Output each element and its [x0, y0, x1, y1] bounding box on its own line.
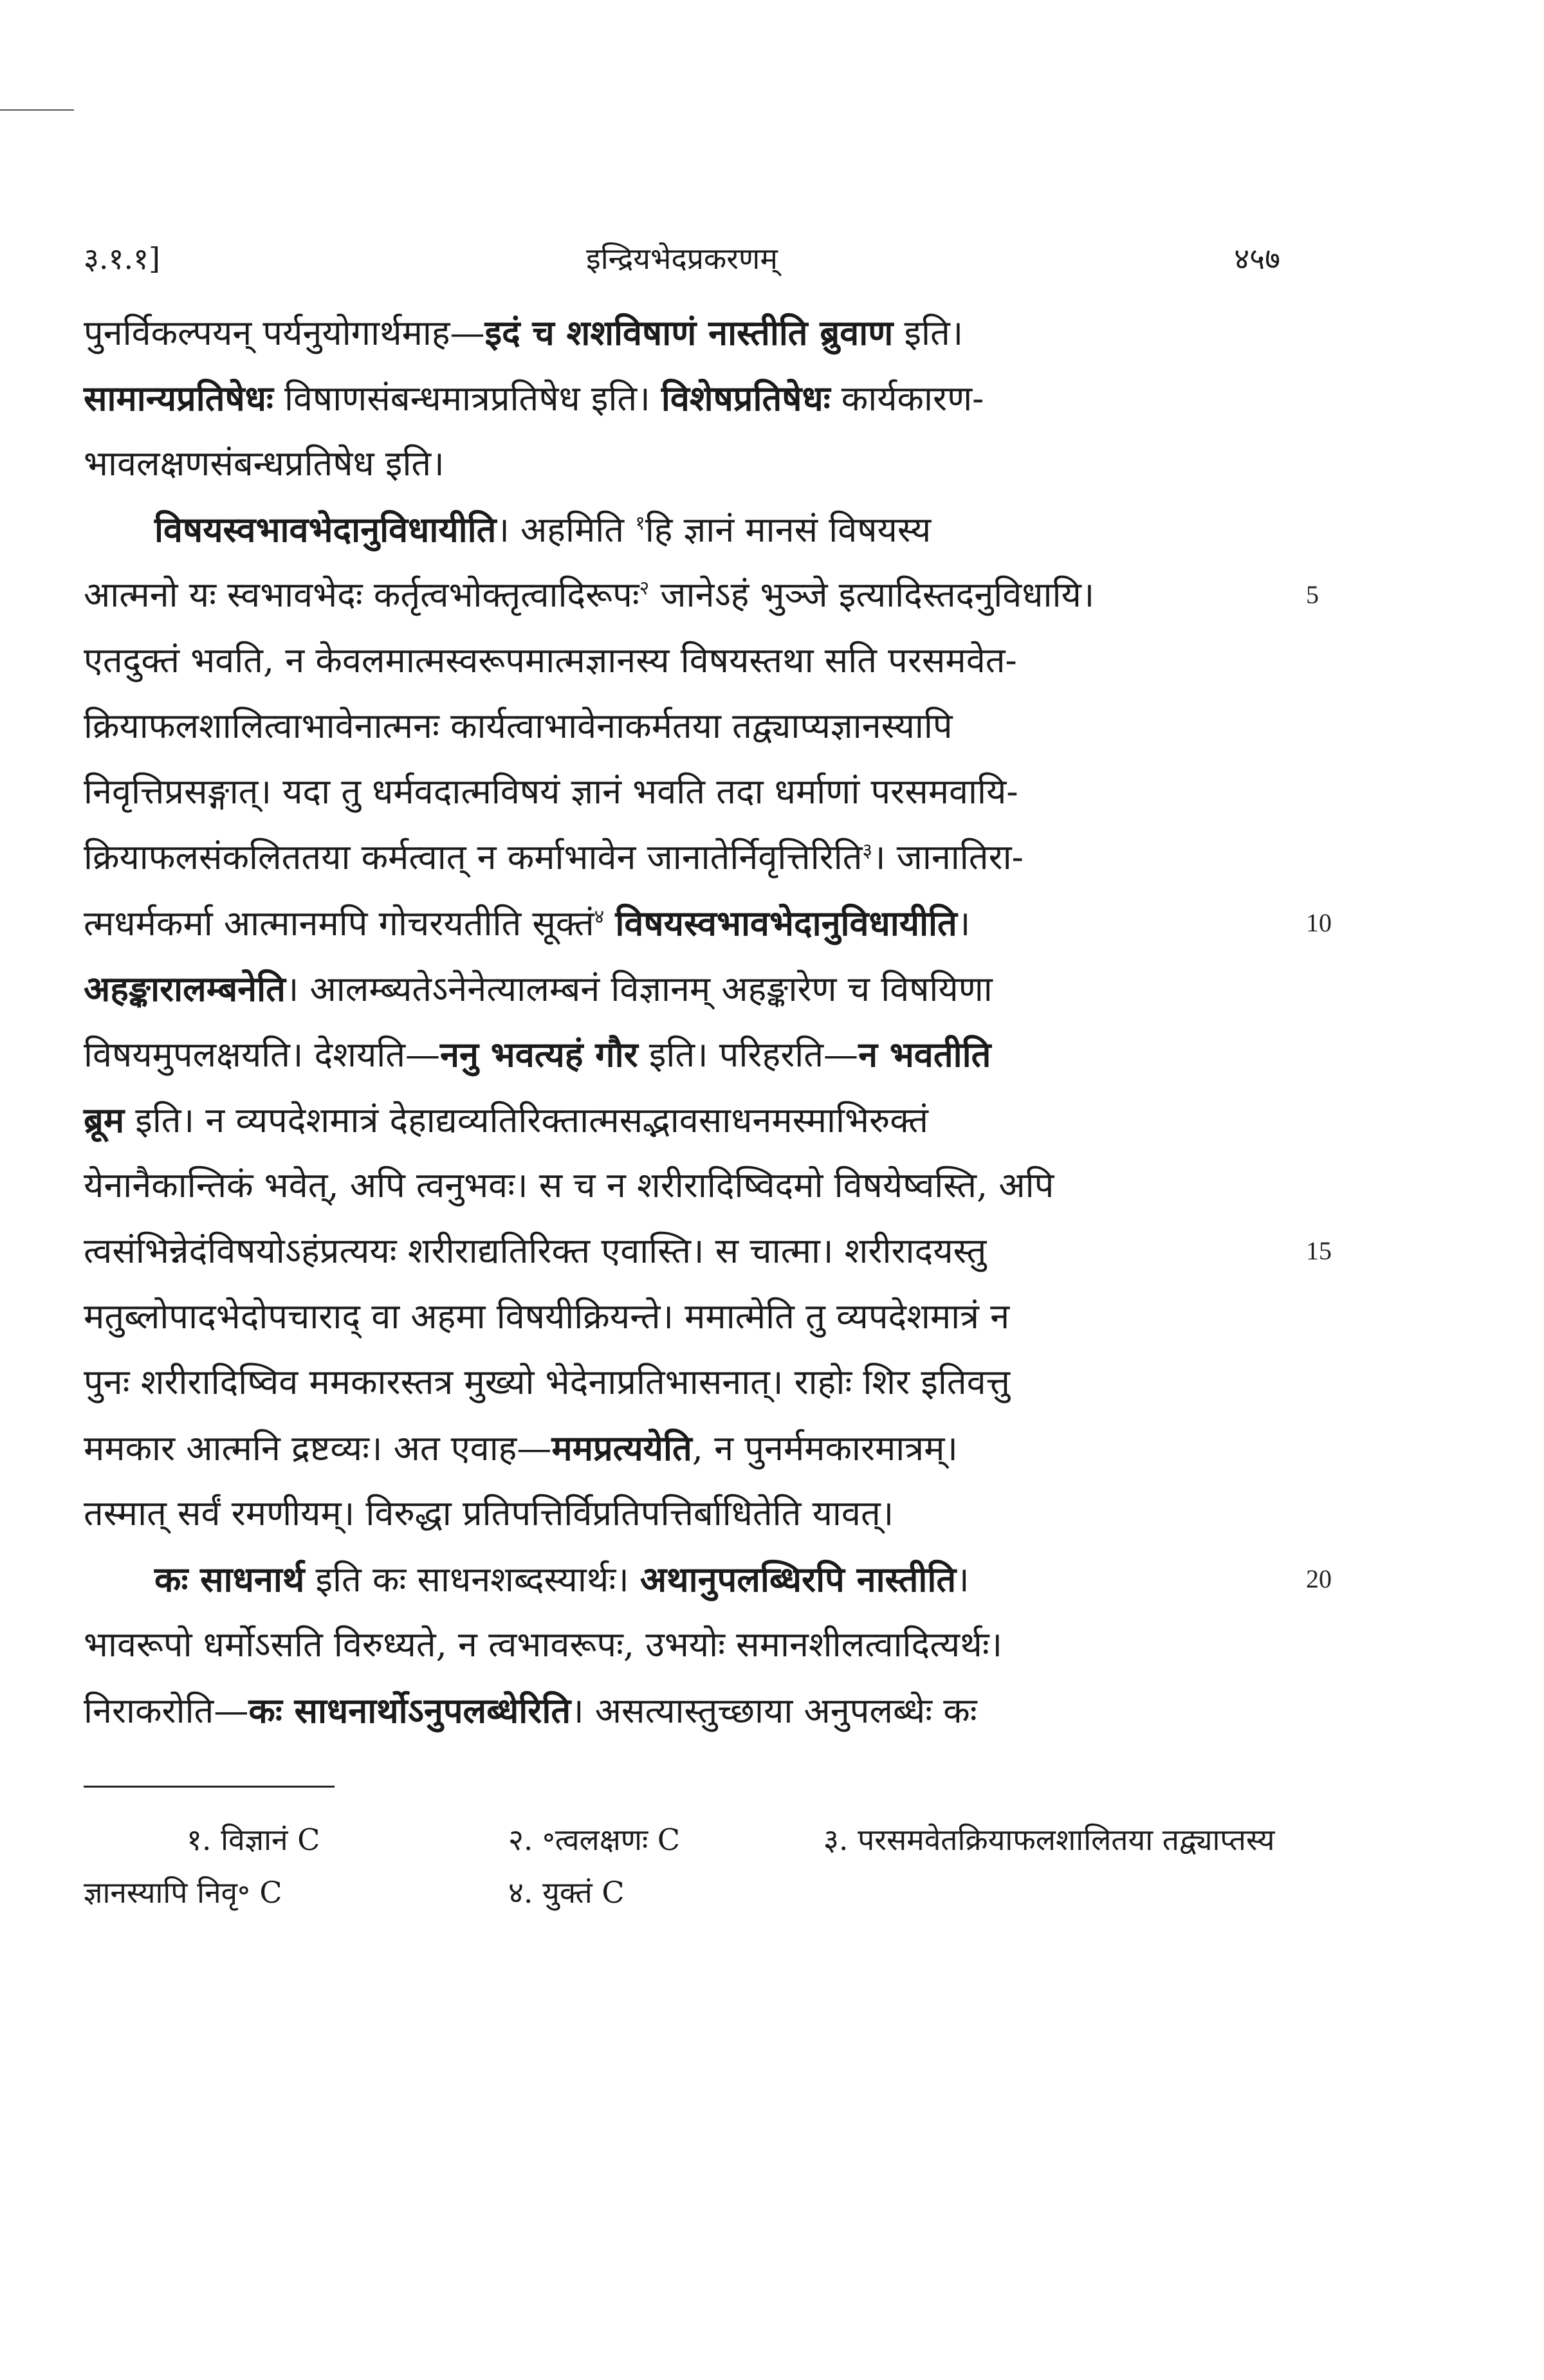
footnote-marker: १	[635, 512, 645, 535]
text-segment: । असत्यास्तुच्छाया अनुपलब्धेः कः	[571, 1690, 977, 1731]
text-segment: एतदुक्तं भवति, न केवलमात्मस्वरूपमात्मज्ञानस्य विषयस्तथा सति परसमवेत-	[84, 640, 1017, 681]
lemma-bold: न भवतीति	[858, 1034, 991, 1075]
text-segment: क्रियाफलशालित्वाभावेनात्मनः कार्यत्वाभावेनाकर्मतया तद्व्याप्यज्ञानस्यापि	[84, 706, 953, 746]
text-line	[84, 1284, 1280, 1350]
text-segment: कार्यकारण-	[830, 378, 984, 419]
lemma-bold: विषयस्वभावभेदानुविधायीति	[154, 509, 497, 550]
text-line	[84, 1087, 1280, 1153]
text-segment: निवृत्तिप्रसङ्गात्। यदा तु धर्मवदात्मविषयं ज्ञानं भवति तदा धर्माणां परसमवायि-	[84, 771, 1018, 812]
text-segment: इति कः साधनशब्दस्यार्थः।	[304, 1559, 640, 1600]
text-segment: आत्मनो यः स्वभावभेदः कर्तृत्वभोक्तृत्वादिरूपः	[84, 574, 639, 615]
page-body	[84, 238, 1332, 1919]
text-segment: । अहमिति	[496, 509, 636, 550]
footnote-marker: ३	[862, 839, 873, 862]
page-edge-rule	[0, 109, 74, 111]
line-number: 10	[1306, 908, 1332, 937]
text-segment: तस्मात् सर्वं रमणीयम्। विरुद्धा प्रतिपत्तिर्विप्रतिपत्तिर्बाधितेति यावत्।	[84, 1493, 894, 1533]
lemma-bold: कः साधनार्थोऽनुपलब्धेरिति	[248, 1690, 571, 1731]
text-segment: ।	[956, 1559, 970, 1600]
text-segment: हि ज्ञानं मानसं विषयस्य	[645, 509, 932, 550]
text-line	[84, 693, 1280, 759]
text-segment: भावलक्षणसंबन्धप्रतिषेध इति।	[84, 443, 445, 484]
text-line	[84, 1546, 1332, 1612]
footnote-3: ३. परसमवेतक्रियाफलशालितया तद्व्याप्तस्य	[823, 1822, 1275, 1857]
footnotes	[84, 1813, 1280, 1919]
text-line	[84, 1350, 1280, 1415]
text-segment: । आलम्ब्यतेऽनेनेत्यालम्बनं विज्ञानम् अहङ्कारेण च विषयिणा	[285, 969, 993, 1009]
text-line	[84, 1021, 1280, 1087]
text-line	[84, 1415, 1280, 1481]
line-number: 15	[1306, 1236, 1332, 1265]
text-segment: येनानैकान्तिकं भवेत्, अपि त्वनुभवः। स च न शरीरादिष्विदमो विषयेष्वस्ति, अपि	[84, 1165, 1054, 1205]
footnote-4: ४. युक्तं C	[508, 1875, 625, 1910]
text-segment: त्मधर्मकर्मा आत्मानमपि गोचरयतीति सूक्तं	[84, 903, 594, 944]
text-segment: मतुब्लोपादभेदोपचाराद् वा अहमा विषयीक्रियन्ते। ममात्मेति तु व्यपदेशमात्रं न	[84, 1296, 1010, 1337]
lemma-bold: सामान्यप्रतिषेधः	[84, 378, 273, 419]
text-segment: त्वसंभिन्नेदंविषयोऽहंप्रत्ययः शरीराद्यतिरिक्त एवास्ति। स चात्मा। शरीरादयस्तु	[84, 1231, 987, 1271]
text-line	[84, 825, 1280, 890]
lemma-bold: ब्रूम	[84, 1099, 125, 1140]
text-line	[84, 956, 1280, 1021]
footnote-1: १. विज्ञानं C	[187, 1822, 320, 1857]
text-line	[84, 890, 1332, 956]
text-segment: भावरूपो धर्मोऽसति विरुध्यते, न त्वभावरूपः, उभयोः समानशीलत्वादित्यर्थः।	[84, 1624, 1003, 1665]
footnote-2: २. ॰त्वलक्षणः C	[508, 1822, 681, 1857]
running-head	[84, 238, 1280, 278]
lemma-bold: ननु भवत्यहं गौर	[440, 1034, 638, 1075]
text-segment: इति। न व्यपदेशमात्रं देहाद्यव्यतिरिक्तात्मसद्भावसाधनमस्माभिरुक्तं	[124, 1100, 928, 1140]
text-segment	[604, 903, 615, 944]
text-line	[84, 497, 1280, 562]
text-segment: , न पुनर्ममकारमात्रम्।	[692, 1428, 958, 1469]
footnote-marker: २	[639, 577, 650, 600]
footnote-rule	[84, 1786, 335, 1788]
line-number: 5	[1306, 580, 1319, 609]
text-segment: पुनः शरीरादिष्विव ममकारस्तत्र मुख्यो भेदेनाप्रतिभासनात्। राहोः शिर इतिवत्तु	[84, 1362, 1010, 1402]
text-line	[84, 759, 1280, 825]
text-segment: ।	[957, 903, 971, 944]
footnote-row	[84, 1866, 1280, 1919]
text-line	[84, 1218, 1332, 1284]
text-line	[84, 300, 1280, 365]
lemma-bold: विषयस्वभावभेदानुविधायीति	[615, 902, 957, 944]
text-segment: विषाणसंबन्धमात्रप्रतिषेध इति।	[273, 378, 661, 419]
text-segment: क्रियाफलसंकलिततया कर्मत्वात् न कर्माभावेन जानातेर्निवृत्तिरिति	[84, 837, 863, 877]
lemma-bold: अहङ्कारालम्बनेति	[84, 968, 286, 1009]
footnote-row	[84, 1813, 1280, 1866]
text-line	[84, 562, 1319, 628]
commentary-text	[84, 300, 1332, 1743]
text-line	[84, 365, 1280, 431]
lemma-bold: विशेषप्रतिषेधः	[661, 378, 831, 419]
footnote-marker: ४	[594, 906, 605, 928]
lemma-bold: कः साधनार्थ	[154, 1559, 305, 1600]
text-segment: । जानातिरा-	[872, 837, 1024, 877]
text-segment: इति। परिहरति—	[638, 1034, 859, 1075]
lemma-bold: इदं च शशविषाणं नास्तीति ब्रुवाण	[484, 312, 894, 353]
text-line	[84, 1481, 1280, 1546]
text-segment: ममकार आत्मनि द्रष्टव्यः। अत एवाह—	[84, 1428, 552, 1469]
text-line	[84, 1612, 1280, 1678]
lemma-bold: ममप्रत्ययेति	[551, 1427, 692, 1469]
lemma-bold: अथानुपलब्धिरपि नास्तीति	[639, 1559, 957, 1600]
text-segment: जानेऽहं भुञ्जे इत्यादिस्तदनुविधायि।	[649, 574, 1095, 615]
line-number: 20	[1306, 1564, 1332, 1593]
text-line	[84, 628, 1280, 693]
page-number: ४५७	[1234, 241, 1280, 276]
text-line	[84, 1153, 1280, 1218]
text-segment: इति।	[893, 313, 964, 353]
text-segment: निराकरोति—	[84, 1690, 249, 1731]
section-reference: ३.१.१]	[84, 241, 160, 276]
text-line	[84, 1678, 1280, 1743]
text-line	[84, 431, 1280, 497]
footnote-3-continued: ज्ञानस्यापि निवृ॰ C	[84, 1875, 282, 1910]
chapter-title: इन्द्रियभेदप्रकरणम्	[586, 241, 778, 276]
text-segment: विषयमुपलक्षयति। देशयति—	[84, 1034, 441, 1075]
text-segment: पुनर्विकल्पयन् पर्यनुयोगार्थमाह—	[84, 313, 485, 353]
